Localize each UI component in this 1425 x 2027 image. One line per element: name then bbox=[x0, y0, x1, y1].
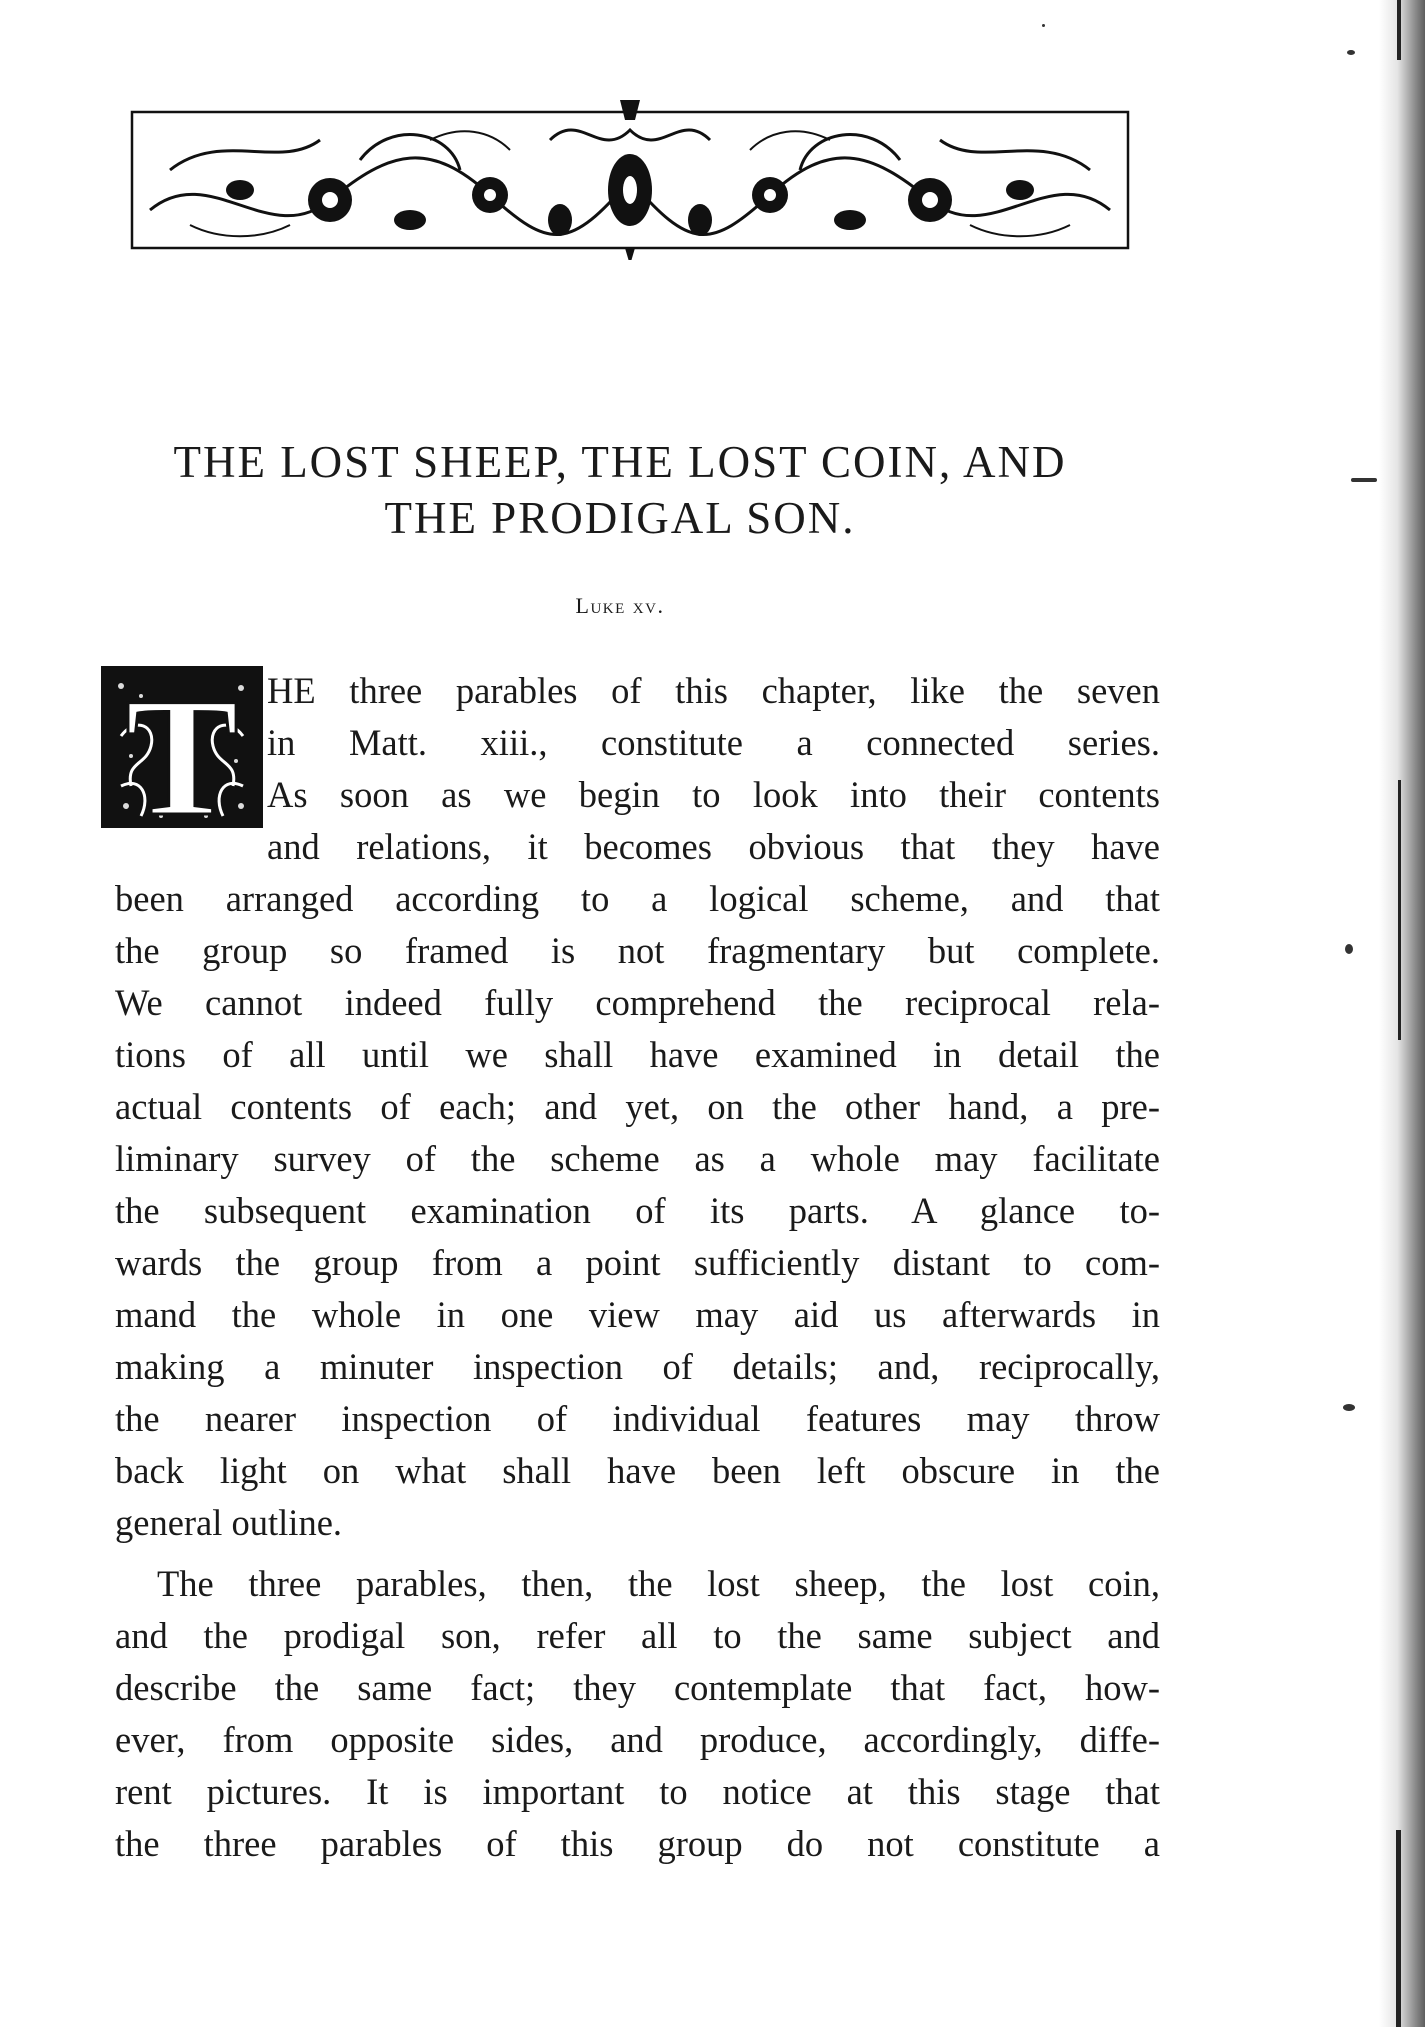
text-line: the subsequent examination of its parts. A glance to- bbox=[115, 1190, 1160, 1231]
page-edge-line bbox=[1396, 1830, 1401, 2027]
text-line: making a minuter inspection of details; and, reciprocally, bbox=[115, 1346, 1160, 1387]
text-line: describe the same fact; they contemplate that fact, how- bbox=[115, 1667, 1160, 1708]
speck bbox=[1351, 478, 1377, 482]
floral-scroll-ornament-icon bbox=[130, 100, 1130, 260]
text-line: in Matt. xiii., constitute a connected series. bbox=[267, 722, 1160, 763]
text-line: and relations, it becomes obvious that they have bbox=[267, 826, 1160, 867]
text-line: liminary survey of the scheme as a whole may facilitate bbox=[115, 1138, 1160, 1179]
text-line: tions of all until we shall have examined in detail the bbox=[115, 1034, 1160, 1075]
text-line: general outline. bbox=[115, 1502, 343, 1543]
text-line: back light on what shall have been left obscure in the bbox=[115, 1450, 1160, 1491]
text-line: HE three parables of this chapter, like the seven bbox=[267, 670, 1160, 711]
chapter-title bbox=[100, 434, 1140, 546]
text-line: the nearer inspection of individual features may throw bbox=[115, 1398, 1160, 1439]
text-line: The three parables, then, the lost sheep, the lost coin, bbox=[157, 1563, 1160, 1604]
page-edge-line bbox=[1398, 780, 1401, 1040]
text-line: ever, from opposite sides, and produce, accordingly, diffe- bbox=[115, 1719, 1160, 1760]
text-line: rent pictures. It is important to notice at this stage that bbox=[115, 1771, 1160, 1812]
chapter-title-line-2: THE PRODIGAL SON. bbox=[384, 493, 856, 543]
text-line: the group so framed is not fragmentary but complete. bbox=[115, 930, 1160, 971]
page-edge-line bbox=[1397, 0, 1401, 60]
chapter-title-line-1: THE LOST SHEEP, THE LOST COIN, AND bbox=[173, 437, 1067, 487]
text-line: mand the whole in one view may aid us afterwards in bbox=[115, 1294, 1160, 1335]
drop-cap-letter: T bbox=[125, 666, 239, 828]
body-text bbox=[115, 665, 1160, 1870]
speck bbox=[1042, 24, 1045, 27]
text-line: As soon as we begin to look into their contents bbox=[267, 774, 1160, 815]
speck bbox=[1345, 944, 1353, 954]
speck bbox=[1343, 1404, 1355, 1411]
page-edge-shadow bbox=[1379, 0, 1425, 2027]
text-line: We cannot indeed fully comprehend the reciprocal rela- bbox=[115, 982, 1160, 1023]
scripture-reference: Luke xv. bbox=[575, 593, 665, 618]
text-line: and the prodigal son, refer all to the same subject and bbox=[115, 1615, 1160, 1656]
text-line: the three parables of this group do not constitute a bbox=[115, 1823, 1160, 1864]
text-line: wards the group from a point sufficiently distant to com- bbox=[115, 1242, 1160, 1283]
text-line: been arranged according to a logical scheme, and that bbox=[115, 878, 1160, 919]
speck bbox=[1347, 50, 1355, 55]
text-line: actual contents of each; and yet, on the other hand, a pre- bbox=[115, 1086, 1160, 1127]
